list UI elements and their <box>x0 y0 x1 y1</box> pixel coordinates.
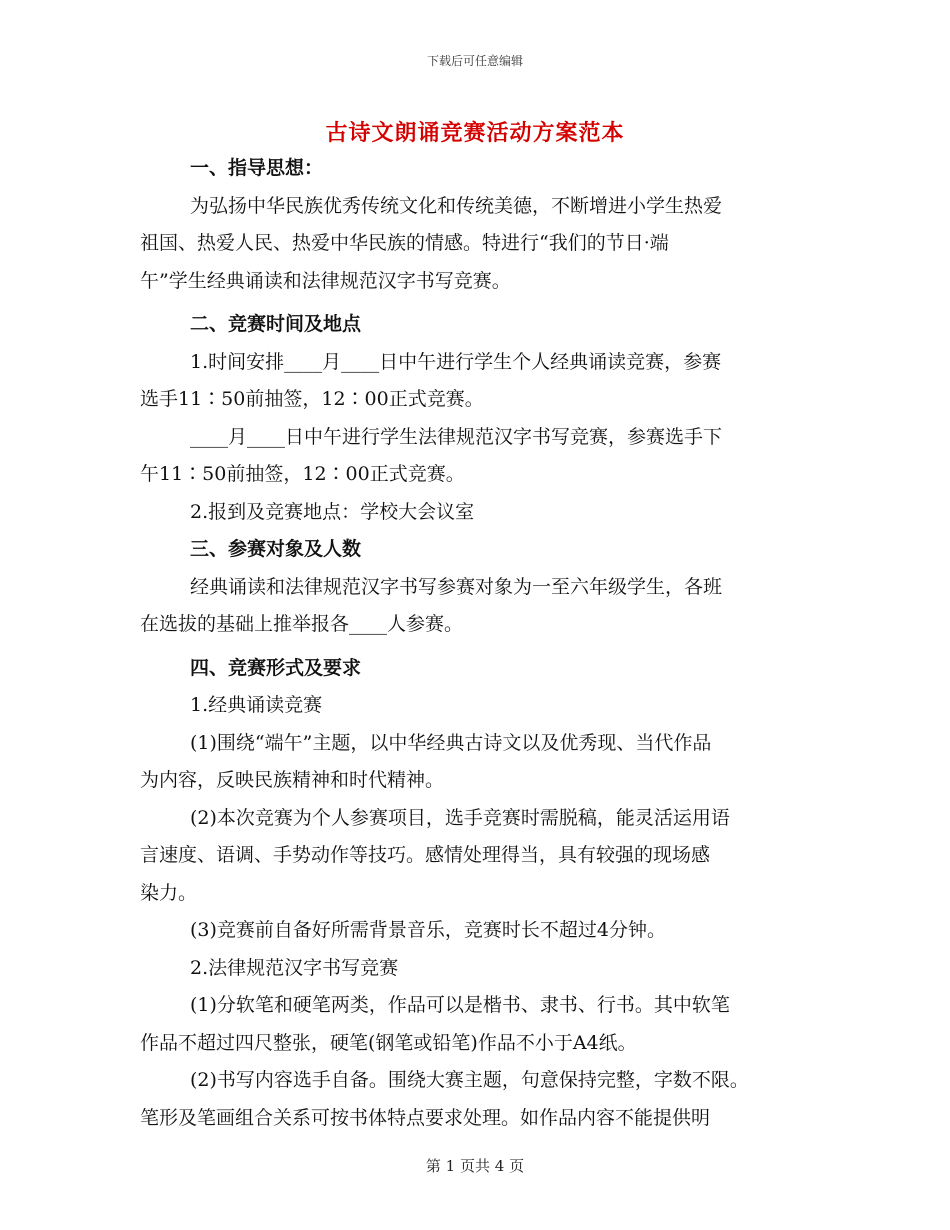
document-title: 古诗文朗诵竞赛活动方案范本 <box>325 120 625 146</box>
paragraph-line: 言速度、语调、手势动作等技巧。感情处理得当，具有较强的现场感 <box>140 844 711 866</box>
section-heading-2: 二、竞赛时间及地点 <box>190 313 362 335</box>
paragraph-line: 笔形及笔画组合关系可按书体特点要求处理。如作品内容不能提供明 <box>140 1106 711 1129</box>
paragraph-line: 祖国、热爱人民、热爱中华民族的情感。特进行“我们的节日·端 <box>140 232 669 254</box>
section-heading-4: 四、竞赛形式及要求 <box>190 656 362 679</box>
paragraph-line: ____月____日中午进行学生法律规范汉字书写竞赛，参赛选手下 <box>190 425 723 448</box>
paragraph-line: 午”学生经典诵读和法律规范汉字书写竞赛。 <box>140 269 511 292</box>
paragraph-line: 午11∶50前抽签，12∶00正式竞赛。 <box>140 463 465 485</box>
document-body <box>140 150 820 1137</box>
paragraph-line: (1)围绕“端午”主题，以中华经典古诗文以及优秀现、当代作品 <box>190 731 712 754</box>
subsection-heading: 2.法律规范汉字书写竞赛 <box>190 956 399 979</box>
paragraph-line: 经典诵读和法律规范汉字书写参赛对象为一至六年级学生，各班 <box>190 575 723 598</box>
paragraph-line: 为内容，反映民族精神和时代精神。 <box>140 769 445 791</box>
paragraph-line: 为弘扬中华民族优秀传统文化和传统美德，不断增进小学生热爱 <box>190 194 723 217</box>
subsection-heading: 1.经典诵读竞赛 <box>190 694 323 716</box>
paragraph-line: 染力。 <box>140 881 198 904</box>
paragraph-line: 选手11∶50前抽签，12∶00正式竞赛。 <box>140 388 484 410</box>
paragraph-line: (2)书写内容选手自备。围绕大赛主题，句意保持完整，字数不限。 <box>190 1069 749 1091</box>
paragraph-line: 1.时间安排____月____日中午进行学生个人经典诵读竞赛，参赛 <box>190 350 722 373</box>
paragraph-line: (2)本次竞赛为个人参赛项目，选手竞赛时需脱稿，能灵活运用语 <box>190 806 730 829</box>
paragraph-line: (1)分软笔和硬笔两类，作品可以是楷书、隶书、行书。其中软笔 <box>190 994 730 1016</box>
page-header: 下载后可任意编辑 <box>426 54 523 68</box>
paragraph-line: 2.报到及竞赛地点：学校大会议室 <box>190 500 475 523</box>
section-heading-3: 三、参赛对象及人数 <box>190 538 362 560</box>
paragraph-line: (3)竞赛前自备好所需背景音乐，竞赛时长不超过4分钟。 <box>190 919 667 941</box>
page-footer: 第 1 页共 4 页 <box>425 1157 525 1175</box>
paragraph-line: 在选拔的基础上推举报各____人参赛。 <box>140 613 464 635</box>
paragraph-line: 作品不超过四尺整张，硬笔(钢笔或铅笔)作品不小于A4纸。 <box>140 1031 637 1054</box>
section-heading-1: 一、指导思想： <box>190 157 324 179</box>
